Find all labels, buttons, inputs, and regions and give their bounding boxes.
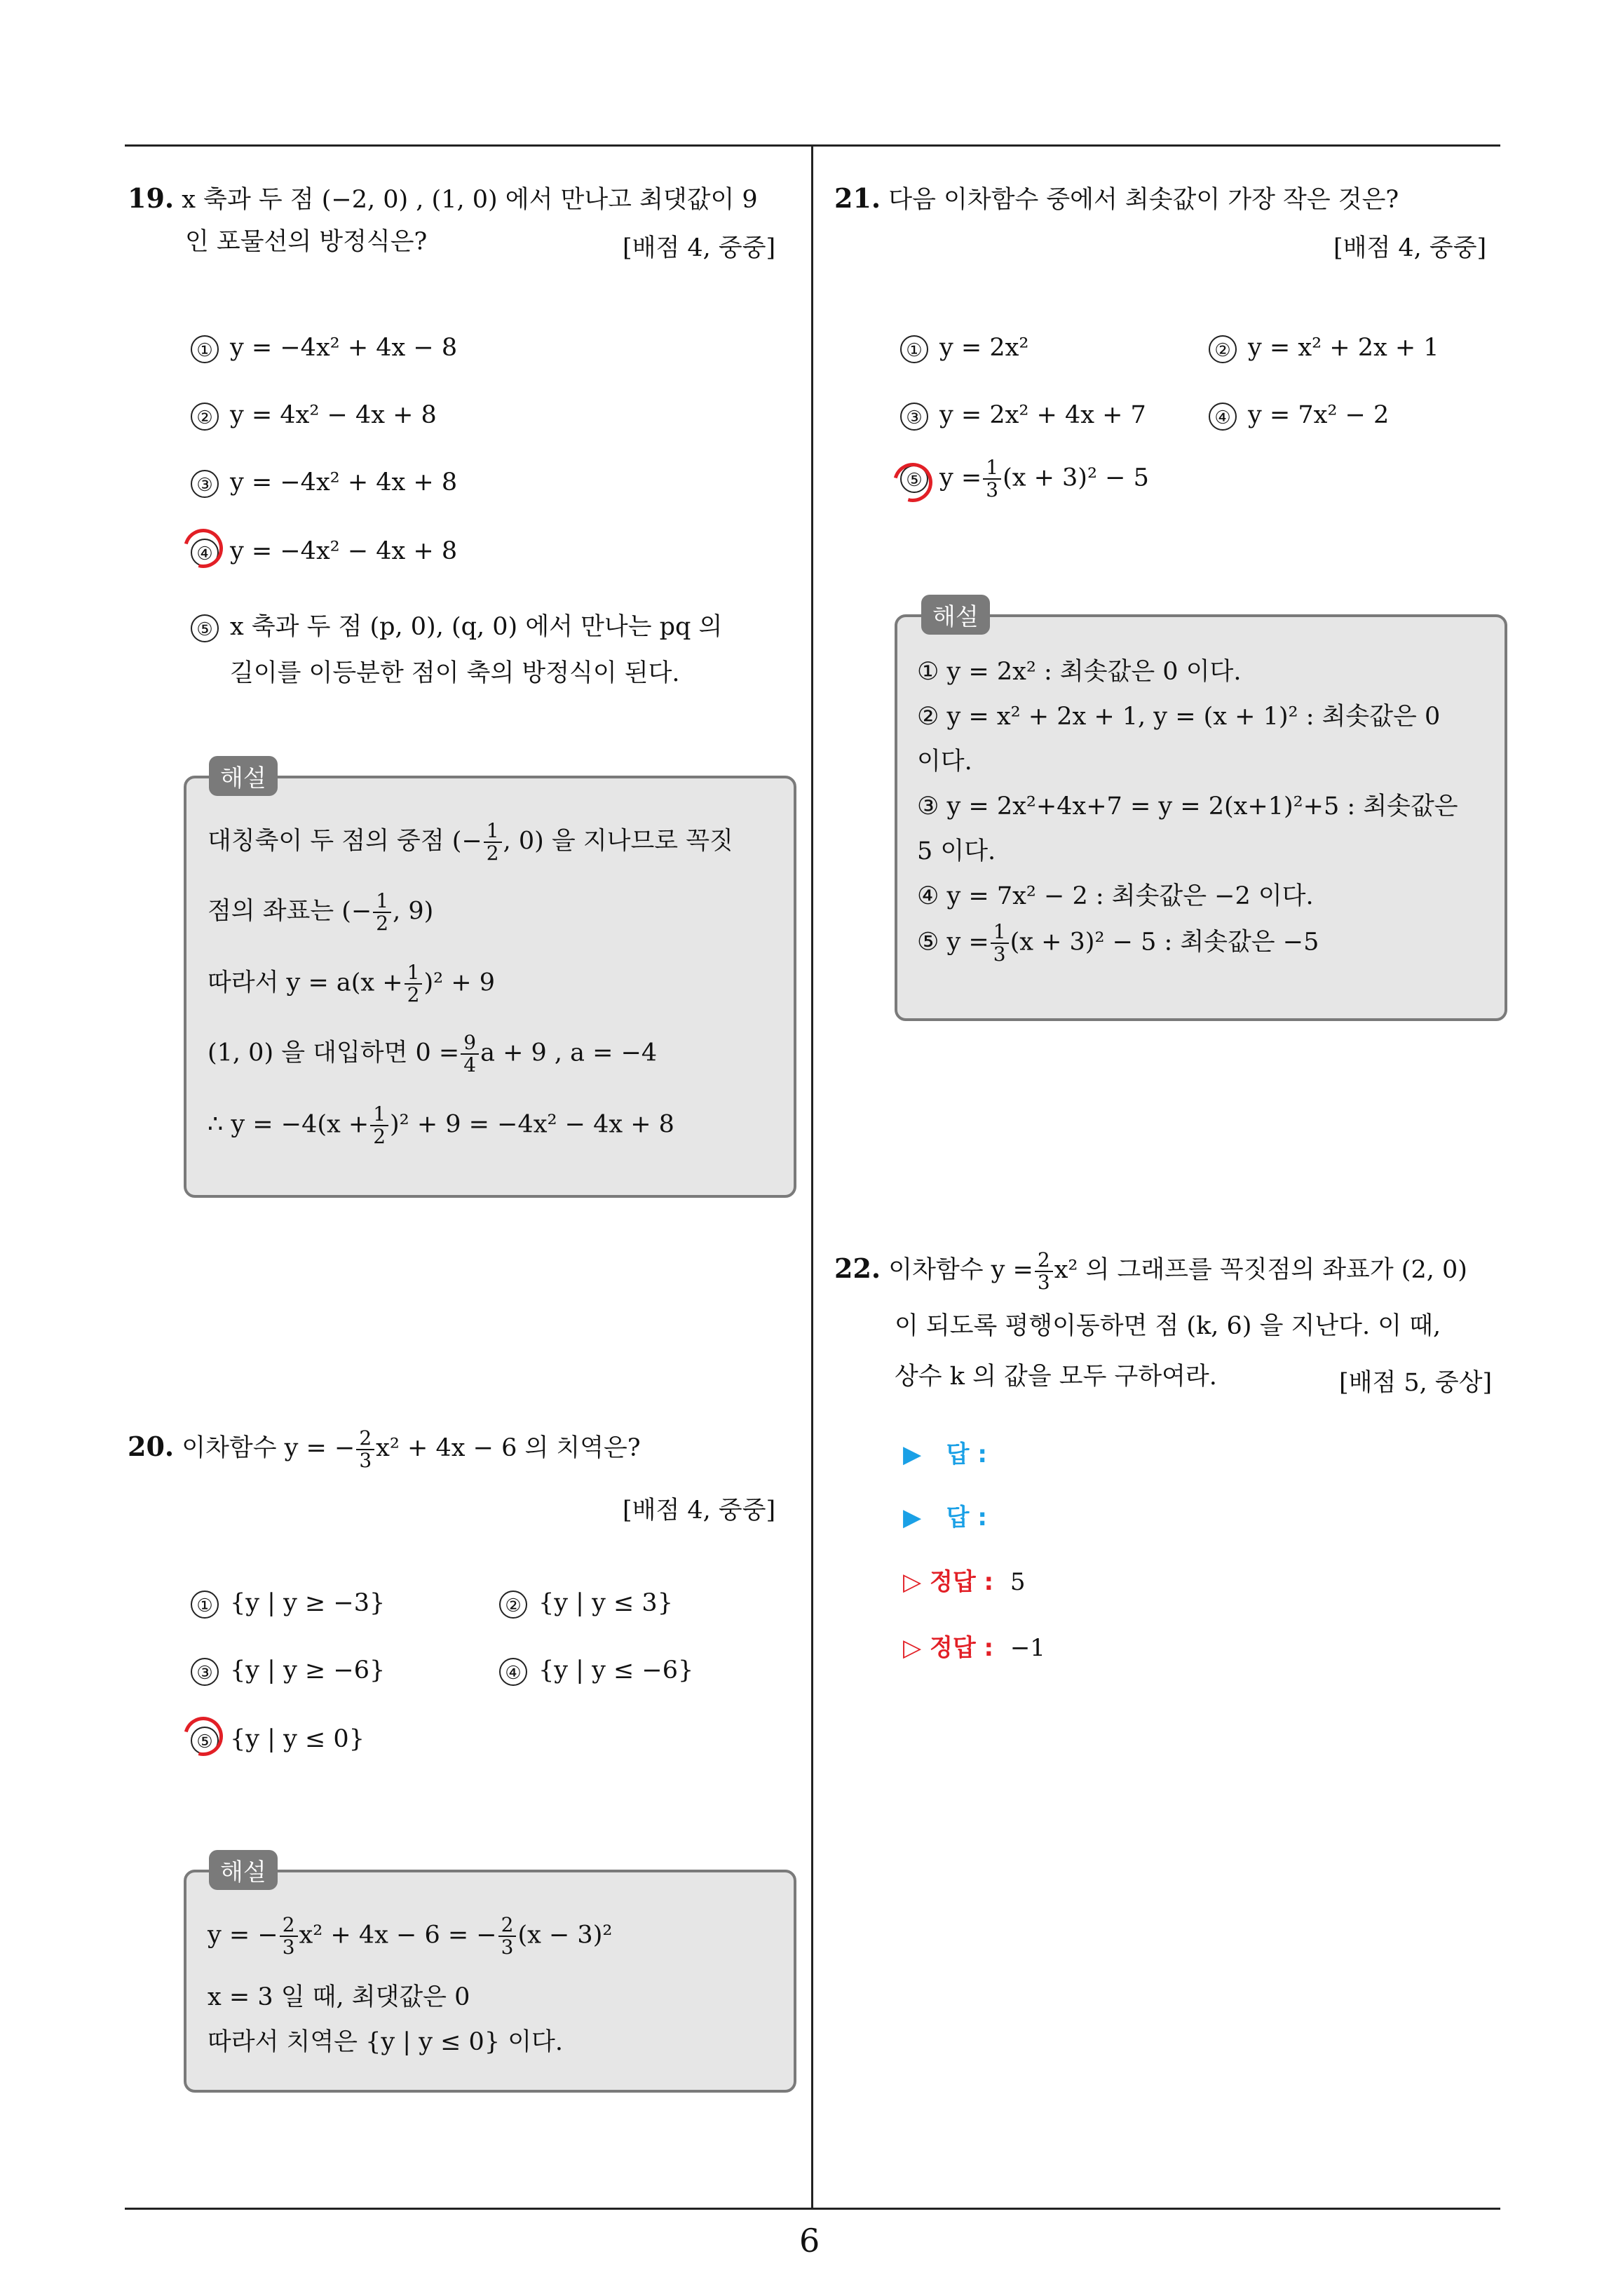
outline-triangle-icon: ▷ xyxy=(903,1568,922,1596)
solution-line: 이다. xyxy=(917,748,972,776)
solution-line: 점의 좌표는 (− $\frac{1}{2}$ , 9) xyxy=(208,889,434,935)
solution-line: ① y = 2x² : 최솟값은 0 이다. xyxy=(917,658,1242,686)
question-text-line2: 이 되도록 평행이동하면 점 (k, 6) 을 지난다. 이 때, xyxy=(895,1312,1441,1340)
score-meta: [배점 4, 중중] xyxy=(1333,234,1487,262)
fraction: $\frac{1}{2}$ xyxy=(373,891,391,934)
fraction: $\frac{1}{3}$ xyxy=(991,921,1009,965)
solution-line: x = 3 일 때, 최댓값은 0 xyxy=(208,1983,470,2011)
choice-1[interactable]: ① {y | y ≥ −3} xyxy=(191,1589,385,1619)
bottom-rule xyxy=(125,2208,1500,2210)
correct-answer-1: ▷ 정답 : 5 xyxy=(903,1568,1026,1596)
circled-number: ② xyxy=(191,403,219,431)
fraction: $\frac{1}{3}$ xyxy=(983,457,1001,501)
circled-number: ② xyxy=(499,1591,527,1619)
column-divider xyxy=(811,144,813,2210)
circled-number: ① xyxy=(191,1591,219,1619)
question-text: x 축과 두 점 (−2, 0) , (1, 0) 에서 만나고 최댓값이 9 xyxy=(182,186,758,214)
fraction: $\frac{2}{3}$ xyxy=(498,1915,517,1958)
choice-4[interactable]: ④ {y | y ≤ −6} xyxy=(499,1656,693,1686)
solution-line: ② y = x² + 2x + 1, y = (x + 1)² : 최솟값은 0 xyxy=(917,703,1441,731)
question-20: 20. 이차함수 y = − $\frac{2}{3}$ x² + 4x − 6 의 치역은? xyxy=(128,1426,641,1472)
solution-line: (1, 0) 을 대입하면 0 = $\frac{9}{4}$ a + 9 , a = −4 xyxy=(208,1031,658,1076)
choice-1[interactable]: ① y = −4x² + 4x − 8 xyxy=(191,334,457,363)
solution-line: ⑤ y = $\frac{1}{3}$ (x + 3)² − 5 : 최솟값은 −5 xyxy=(917,920,1319,966)
choice-2[interactable]: ② {y | y ≤ 3} xyxy=(499,1589,673,1619)
outline-triangle-icon: ▷ xyxy=(903,1634,922,1662)
circled-number: ⑤ xyxy=(191,1727,219,1755)
circled-number: ④ xyxy=(1209,403,1237,431)
choice-5[interactable]: ⑤ {y | y ≤ 0} xyxy=(191,1725,365,1755)
answer-line-1[interactable]: ▶ 답 : xyxy=(903,1440,987,1468)
circled-number: ① xyxy=(900,335,928,363)
correct-answer-2: ▷ 정답 : −1 xyxy=(903,1634,1045,1662)
solution-line: ④ y = 7x² − 2 : 최솟값은 −2 이다. xyxy=(917,882,1314,910)
choice-3[interactable]: ③ y = −4x² + 4x + 8 xyxy=(191,468,457,498)
choice-5[interactable]: ⑤ x 축과 두 점 (p, 0), (q, 0) 에서 만나는 pq 의 xyxy=(191,607,722,642)
choice-4[interactable]: ④ y = 7x² − 2 xyxy=(1209,401,1389,431)
choice-2[interactable]: ② y = x² + 2x + 1 xyxy=(1209,334,1439,363)
fraction: $\frac{1}{2}$ xyxy=(370,1104,388,1147)
circled-number: ⑤ xyxy=(191,614,219,642)
choice-4[interactable]: ④ y = −4x² − 4x + 8 xyxy=(191,537,457,567)
fraction: $\frac{2}{3}$ xyxy=(1035,1250,1053,1293)
circled-number: ① xyxy=(191,335,219,363)
solution-line: 대칭축이 두 점의 중점 (− $\frac{1}{2}$ , 0) 을 지나므로 꼭짓 xyxy=(208,819,733,865)
circled-number: ③ xyxy=(191,1658,219,1686)
circled-number: ⑤ xyxy=(900,465,928,493)
score-meta: [배점 4, 중중] xyxy=(623,234,776,262)
choice-2[interactable]: ② y = 4x² − 4x + 8 xyxy=(191,401,437,431)
question-number: 21. xyxy=(834,182,881,214)
choice-1[interactable]: ① y = 2x² xyxy=(900,334,1028,363)
question-number: 20. xyxy=(128,1431,175,1462)
answer-circle-mark xyxy=(177,522,230,575)
answer-circle-mark xyxy=(177,1710,230,1763)
solution-line: y = − $\frac{2}{3}$ x² + 4x − 6 = − $\frac{2}{3}$ (x − 3)² xyxy=(208,1913,613,1959)
question-22: 22. 이차함수 y = $\frac{2}{3}$ x² 의 그래프를 꼭짓점의 좌표가 (2, 0) xyxy=(834,1248,1467,1294)
circled-number: ④ xyxy=(191,539,219,567)
question-number: 22. xyxy=(834,1252,881,1284)
choice-3[interactable]: ③ y = 2x² + 4x + 7 xyxy=(900,401,1146,431)
play-icon: ▶ xyxy=(903,1440,922,1468)
solution-line: ∴ y = −4(x + $\frac{1}{2}$ )² + 9 = −4x² − 4x + 8 xyxy=(208,1102,674,1148)
question-text-line2: 인 포물선의 방정식은? xyxy=(185,228,428,256)
question-number: 19. xyxy=(128,182,175,214)
solution-title: 해설 xyxy=(209,1850,278,1890)
answer-line-2[interactable]: ▶ 답 : xyxy=(903,1504,987,1532)
circled-number: ③ xyxy=(900,403,928,431)
fraction: $\frac{2}{3}$ xyxy=(356,1428,374,1471)
choice-5-line2: 길이를 이등분한 점이 축의 방정식이 된다. xyxy=(230,659,680,687)
solution-line: 따라서 치역은 {y | y ≤ 0} 이다. xyxy=(208,2028,563,2056)
choice-3[interactable]: ③ {y | y ≥ −6} xyxy=(191,1656,385,1686)
solution-line: ③ y = 2x²+4x+7 = y = 2(x+1)²+5 : 최솟값은 xyxy=(917,792,1458,821)
score-meta: [배점 5, 중상] xyxy=(1339,1369,1493,1397)
page-number: 6 xyxy=(799,2222,820,2260)
fraction: $\frac{2}{3}$ xyxy=(280,1915,298,1958)
solution-line: 따라서 y = a(x + $\frac{1}{2}$ )² + 9 xyxy=(208,961,495,1006)
fraction: $\frac{9}{4}$ xyxy=(461,1032,479,1076)
score-meta: [배점 4, 중중] xyxy=(623,1497,776,1525)
question-text-line3: 상수 k 의 값을 모두 구하여라. xyxy=(895,1363,1217,1391)
solution-line: 5 이다. xyxy=(917,837,996,865)
solution-title: 해설 xyxy=(209,756,278,796)
circled-number: ③ xyxy=(191,470,219,498)
choice-5[interactable]: ⑤ y = $\frac{1}{3}$ (x + 3)² − 5 xyxy=(900,457,1149,501)
fraction: $\frac{1}{2}$ xyxy=(405,962,423,1006)
play-icon: ▶ xyxy=(903,1504,922,1532)
circled-number: ② xyxy=(1209,335,1237,363)
circled-number: ④ xyxy=(499,1658,527,1686)
solution-title: 해설 xyxy=(921,595,990,635)
question-21: 21. 다음 이차함수 중에서 최솟값이 가장 작은 것은? xyxy=(834,182,1399,214)
fraction: $\frac{1}{2}$ xyxy=(484,821,502,864)
